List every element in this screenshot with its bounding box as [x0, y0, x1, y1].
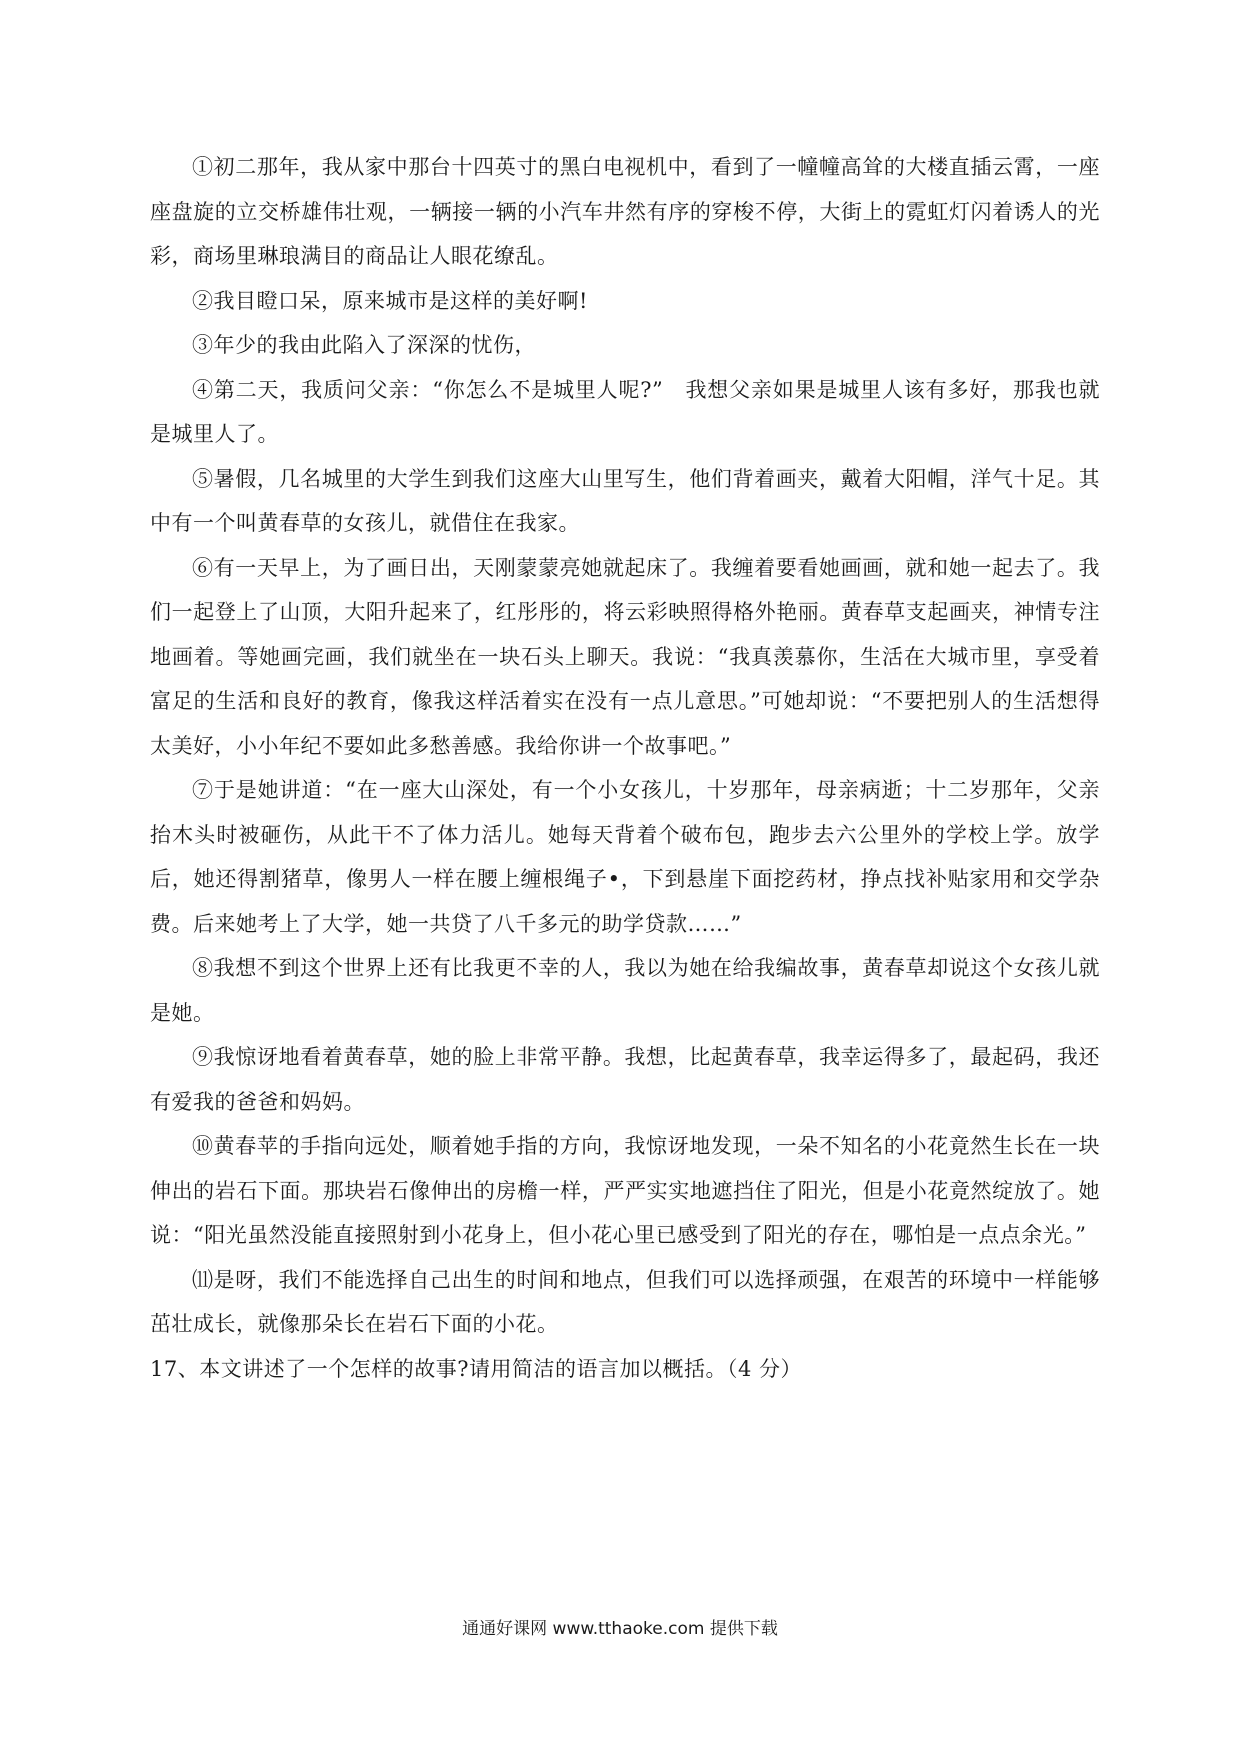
paragraph-1: ①初二那年，我从家中那台十四英寸的黑白电视机中，看到了一幢幢高耸的大楼直插云霄，一座座盘旋的立交桥雄伟壮观，一辆接一辆的小汽车井然有序的穿梭不停，大街上的霓虹灯闪着诱人的光彩，商场里琳琅满目的商品让人眼花缭乱。	[150, 155, 1100, 268]
paragraph-9: ⑨我惊讶地看着黄春草，她的脸上非常平静。我想，比起黄春草，我幸运得多了，最起码，我还有爱我的爸爸和妈妈。	[150, 1045, 1100, 1114]
page-footer: 通通好课网 www.tthaoke.com 提供下载	[462, 1619, 778, 1639]
paragraph-7: ⑦于是她讲道：“在一座大山深处，有一个小女孩儿，十岁那年，母亲病逝；十二岁那年，父亲抬木头时被砸伤，从此干不了体力活儿。她每天背着个破布包，跑步去六公里外的学校上学。放学后，她还得割猪草，像男人一样在腰上缠根绳子•，下到悬崖下面挖药材，挣点找补贴家用和交学杂费。后来她考上了大学，她一共贷了八千多元的助学贷款……”	[150, 778, 1100, 936]
question-17: 17、本文讲述了一个怎样的故事?请用简洁的语言加以概括。（4 分）	[150, 1356, 803, 1381]
paragraph-6: ⑥有一天早上，为了画日出，天刚蒙蒙亮她就起床了。我缠着要看她画画，就和她一起去了。我们一起登上了山顶，大阳升起来了，红彤彤的，将云彩映照得格外艳丽。黄春草支起画夹，神情专注地画着。等她画完画，我们就坐在一块石头上聊天。我说：“我真羡慕你，生活在大城市里，享受着富足的生活和良好的教育，像我这样活着实在没有一点儿意思。”可她却说：“不要把别人的生活想得太美好，小小年纪不要如此多愁善感。我给你讲一个故事吧。”	[150, 555, 1100, 758]
paragraph-2: ②我目瞪口呆，原来城市是这样的美好啊!	[192, 288, 588, 313]
paragraph-3: ③年少的我由此陷入了深深的忧伤，	[192, 333, 536, 357]
paragraph-11: ⑾是呀，我们不能选择自己出生的时间和地点，但我们可以选择顽强，在艰苦的环境中一样能够茁壮成长，就像那朵长在岩石下面的小花。	[150, 1267, 1100, 1336]
paragraph-4: ④第二天，我质问父亲：“你怎么不是城里人呢?” 我想父亲如果是城里人该有多好，那我也就是城里人了。	[150, 377, 1100, 446]
paragraph-5: ⑤暑假，几名城里的大学生到我们这座大山里写生，他们背着画夹，戴着大阳帽，洋气十足。其中有一个叫黄春草的女孩儿，就借住在我家。	[150, 466, 1100, 535]
paragraph-8: ⑧我想不到这个世界上还有比我更不幸的人，我以为她在给我编故事，黄春草却说这个女孩儿就是她。	[150, 956, 1100, 1025]
paragraph-10: ⑩黄春苹的手指向远处，顺着她手指的方向，我惊讶地发现，一朵不知名的小花竟然生长在一块伸出的岩石下面。那块岩石像伸出的房檐一样，严严实实地遮挡住了阳光，但是小花竟然绽放了。她说：“阳光虽然没能直接照射到小花身上，但小花心里已感受到了阳光的存在，哪怕是一点点余光。”	[150, 1134, 1100, 1247]
article-body	[150, 145, 1100, 1391]
